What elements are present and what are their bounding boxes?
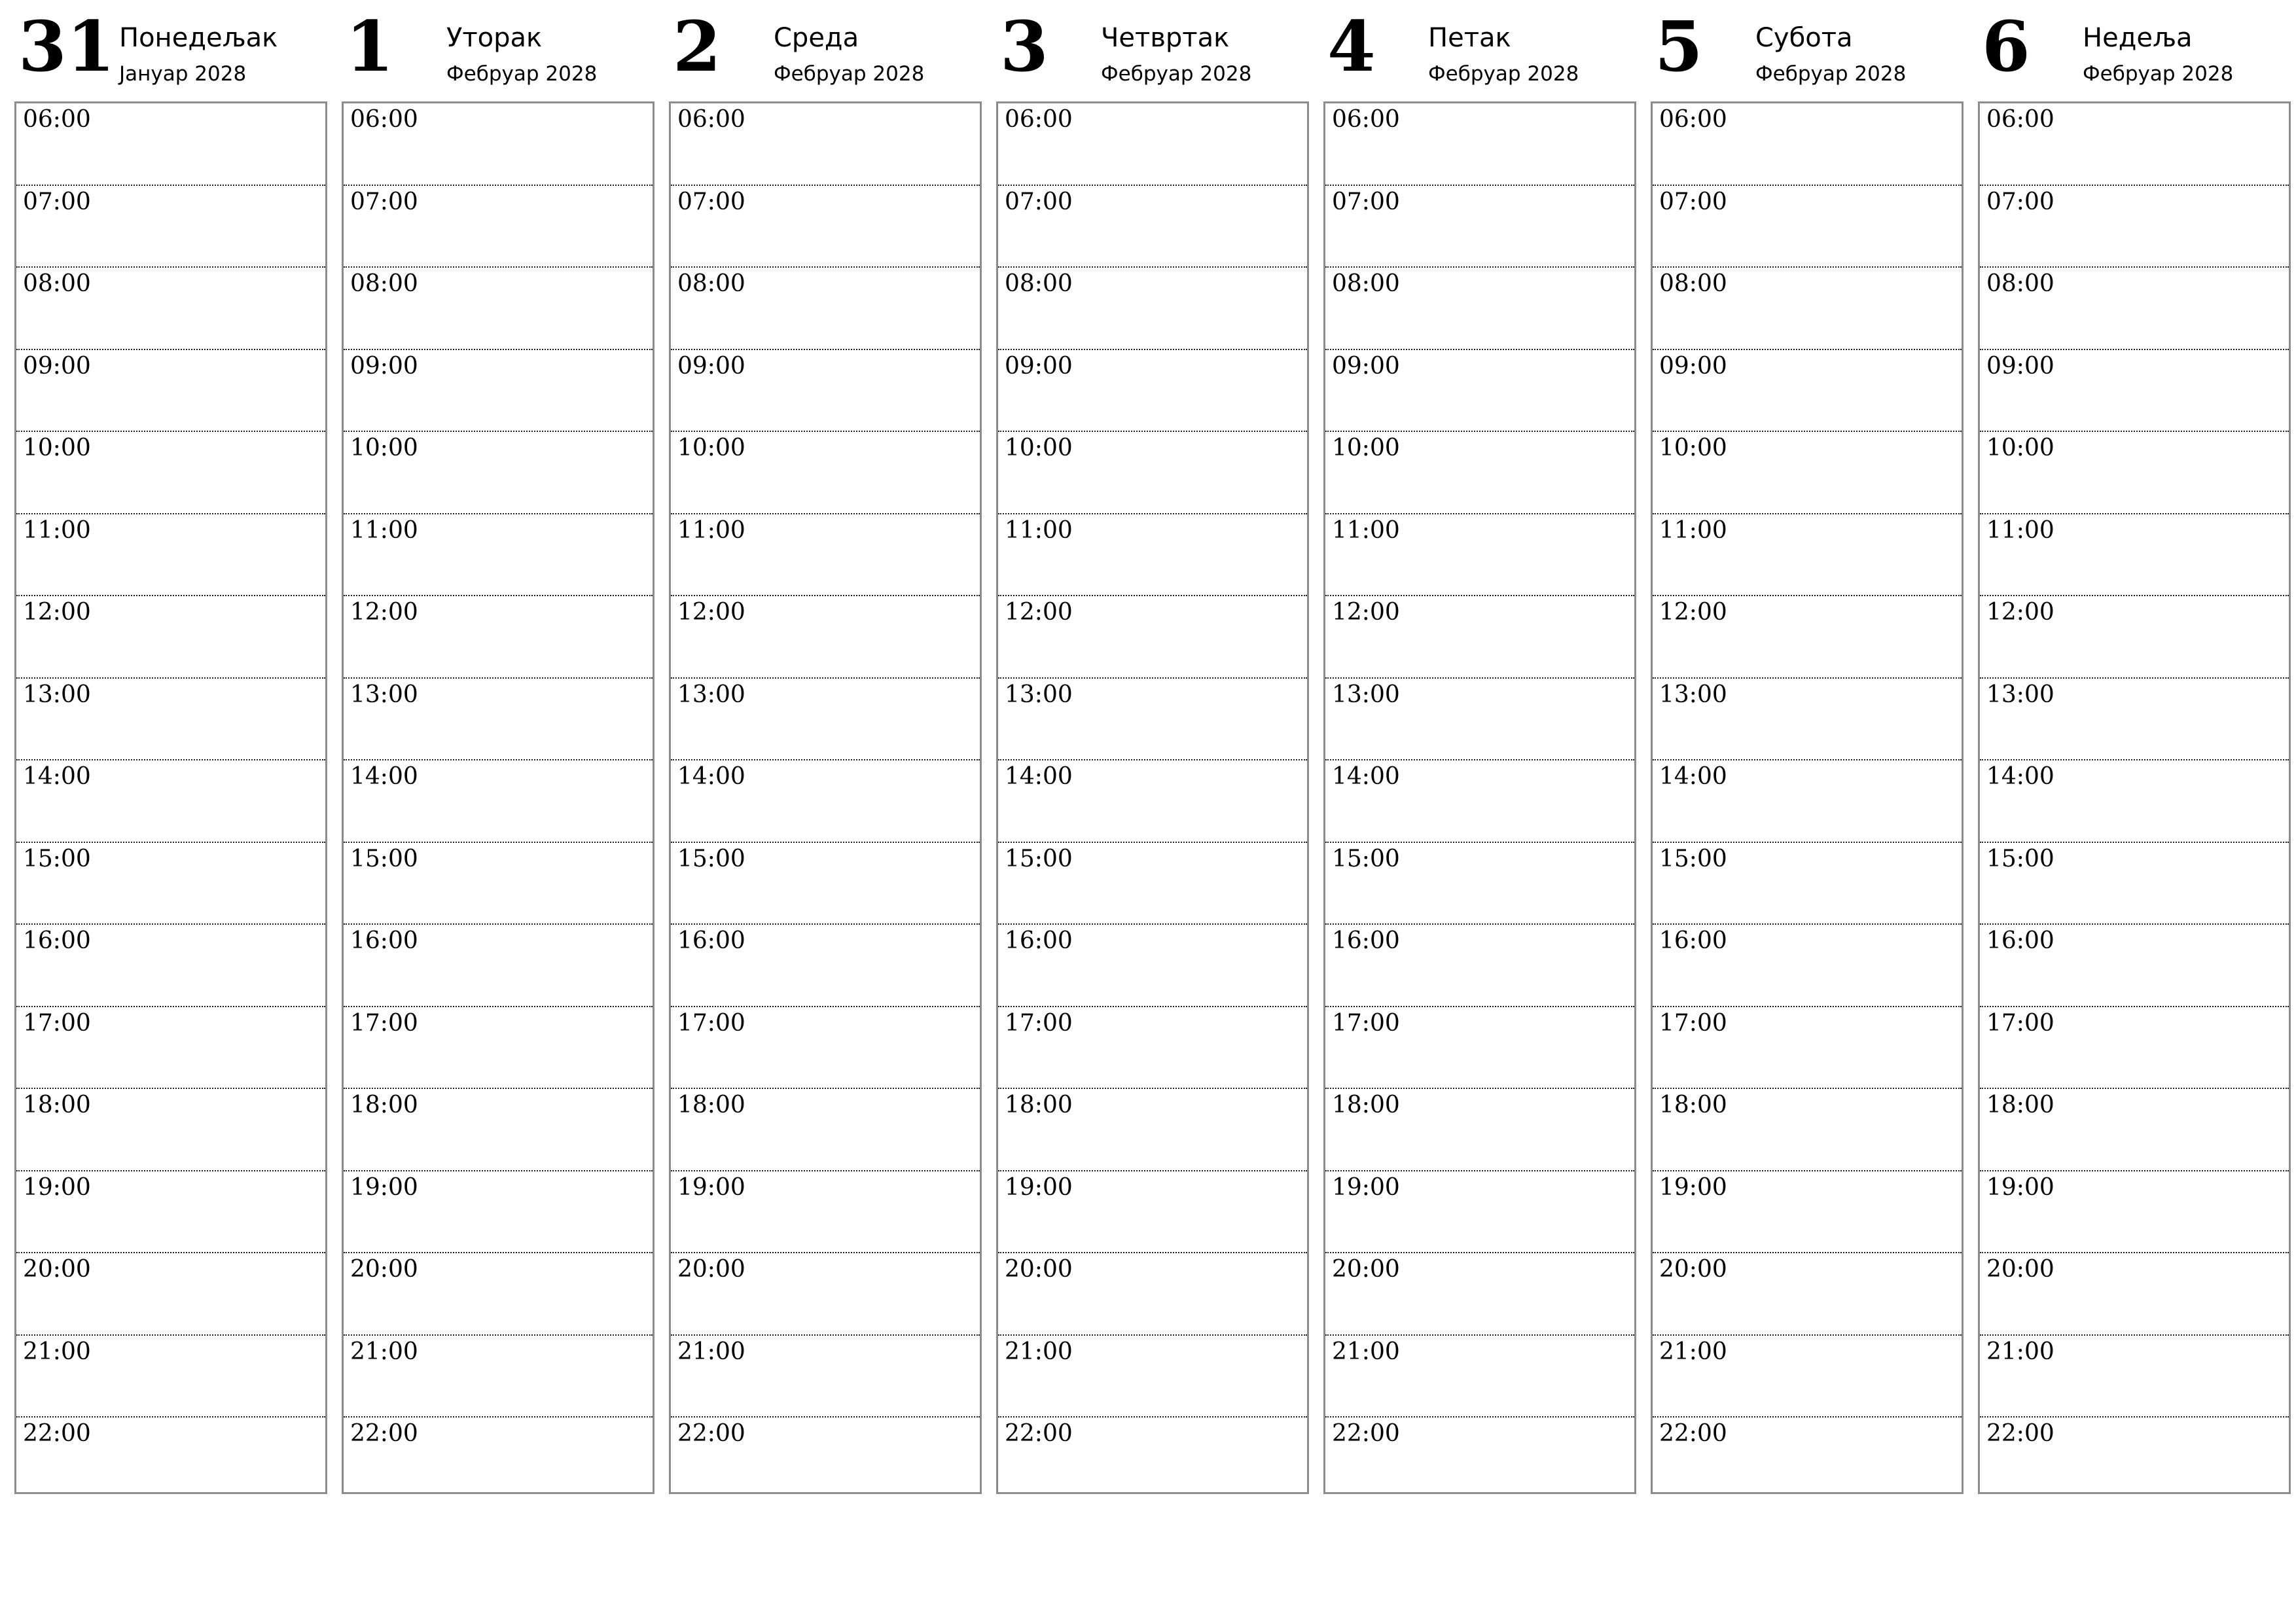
time-slot bbox=[1325, 1253, 1634, 1336]
time-slot bbox=[1325, 350, 1634, 433]
time-label: 19:00 bbox=[1986, 1173, 2054, 1201]
time-label: 13:00 bbox=[350, 681, 418, 708]
weekly-planner bbox=[14, 0, 2292, 1505]
time-slot bbox=[671, 103, 980, 186]
time-label: 10:00 bbox=[1986, 435, 2054, 461]
time-slot bbox=[998, 350, 1307, 433]
time-label: 22:00 bbox=[1986, 1420, 2054, 1447]
day-schedule-box bbox=[1323, 101, 1636, 1494]
time-label: 20:00 bbox=[1005, 1256, 1073, 1283]
time-label: 21:00 bbox=[23, 1338, 91, 1365]
time-label: 07:00 bbox=[23, 188, 91, 215]
time-label: 20:00 bbox=[1332, 1256, 1400, 1283]
time-label: 16:00 bbox=[1332, 927, 1400, 954]
day-schedule-box bbox=[1651, 101, 1964, 1494]
time-slot bbox=[671, 186, 980, 268]
time-label: 06:00 bbox=[1659, 106, 1727, 133]
time-slot bbox=[344, 1007, 653, 1090]
month-year: Фебруар 2028 bbox=[1428, 62, 1579, 86]
time-slot bbox=[16, 1418, 325, 1492]
time-label: 15:00 bbox=[1005, 845, 1073, 872]
time-slot bbox=[1653, 1007, 1962, 1090]
time-label: 10:00 bbox=[677, 435, 745, 461]
time-label: 15:00 bbox=[23, 845, 91, 872]
time-slot bbox=[1653, 760, 1962, 843]
time-label: 16:00 bbox=[1005, 927, 1073, 954]
time-slot bbox=[671, 350, 980, 433]
time-label: 09:00 bbox=[1005, 352, 1073, 380]
time-slot bbox=[1980, 514, 2289, 597]
time-slot bbox=[16, 103, 325, 186]
time-slot bbox=[1653, 1336, 1962, 1418]
time-label: 11:00 bbox=[677, 516, 745, 544]
time-slot bbox=[1653, 350, 1962, 433]
time-label: 17:00 bbox=[23, 1009, 91, 1037]
day-header bbox=[342, 0, 655, 101]
day-schedule-box bbox=[342, 101, 655, 1494]
time-label: 09:00 bbox=[1986, 352, 2054, 380]
day-header bbox=[1651, 0, 1964, 101]
day-number: 5 bbox=[1655, 5, 1703, 87]
time-label: 11:00 bbox=[1986, 516, 2054, 544]
time-label: 14:00 bbox=[350, 763, 418, 790]
time-label: 18:00 bbox=[23, 1092, 91, 1118]
time-label: 14:00 bbox=[1005, 763, 1073, 790]
time-label: 07:00 bbox=[1986, 188, 2054, 215]
time-label: 19:00 bbox=[1332, 1173, 1400, 1201]
time-label: 21:00 bbox=[350, 1338, 418, 1365]
time-slot bbox=[1653, 1171, 1962, 1254]
day-column bbox=[342, 0, 655, 1505]
time-slot bbox=[16, 186, 325, 268]
day-schedule-box bbox=[1978, 101, 2291, 1494]
day-header bbox=[669, 0, 982, 101]
time-label: 12:00 bbox=[1659, 599, 1727, 626]
time-label: 17:00 bbox=[677, 1009, 745, 1037]
time-label: 12:00 bbox=[1986, 599, 2054, 626]
time-slot bbox=[998, 432, 1307, 514]
time-slot bbox=[671, 760, 980, 843]
weekday-name: Уторак bbox=[446, 23, 543, 53]
time-slot bbox=[344, 186, 653, 268]
time-slot bbox=[16, 679, 325, 761]
time-slot bbox=[671, 925, 980, 1007]
time-label: 16:00 bbox=[677, 927, 745, 954]
time-slot bbox=[671, 1089, 980, 1171]
time-label: 13:00 bbox=[1005, 681, 1073, 708]
time-slot bbox=[671, 1336, 980, 1418]
time-label: 20:00 bbox=[1659, 1256, 1727, 1283]
time-label: 12:00 bbox=[23, 599, 91, 626]
time-slot bbox=[344, 925, 653, 1007]
time-label: 20:00 bbox=[350, 1256, 418, 1283]
month-year: Јануар 2028 bbox=[119, 62, 247, 86]
time-slot bbox=[1653, 596, 1962, 679]
time-label: 21:00 bbox=[1005, 1338, 1073, 1365]
time-slot bbox=[1980, 925, 2289, 1007]
time-slot bbox=[1980, 679, 2289, 761]
time-label: 08:00 bbox=[1332, 270, 1400, 297]
time-slot bbox=[998, 1418, 1307, 1492]
time-label: 12:00 bbox=[1332, 599, 1400, 626]
time-label: 17:00 bbox=[1659, 1009, 1727, 1037]
time-slot bbox=[998, 186, 1307, 268]
weekday-name: Среда bbox=[774, 23, 859, 53]
time-label: 09:00 bbox=[1332, 352, 1400, 380]
time-label: 21:00 bbox=[677, 1338, 745, 1365]
day-column bbox=[1978, 0, 2291, 1505]
time-label: 16:00 bbox=[1986, 927, 2054, 954]
time-label: 19:00 bbox=[677, 1173, 745, 1201]
time-slot bbox=[1980, 760, 2289, 843]
time-label: 17:00 bbox=[1986, 1009, 2054, 1037]
time-label: 11:00 bbox=[1005, 516, 1073, 544]
time-label: 10:00 bbox=[1659, 435, 1727, 461]
time-label: 18:00 bbox=[1659, 1092, 1727, 1118]
time-label: 13:00 bbox=[1659, 681, 1727, 708]
day-column bbox=[996, 0, 1309, 1505]
time-slot bbox=[998, 760, 1307, 843]
time-slot bbox=[344, 268, 653, 350]
time-slot bbox=[16, 514, 325, 597]
time-label: 11:00 bbox=[1332, 516, 1400, 544]
time-slot bbox=[344, 1171, 653, 1254]
time-slot bbox=[16, 596, 325, 679]
time-label: 06:00 bbox=[677, 106, 745, 133]
time-slot bbox=[671, 268, 980, 350]
time-label: 21:00 bbox=[1332, 1338, 1400, 1365]
time-label: 18:00 bbox=[350, 1092, 418, 1118]
time-label: 14:00 bbox=[23, 763, 91, 790]
weekday-name: Четвртак bbox=[1101, 23, 1230, 53]
time-slot bbox=[1653, 514, 1962, 597]
time-slot bbox=[1980, 103, 2289, 186]
time-slot bbox=[1653, 1253, 1962, 1336]
time-label: 08:00 bbox=[677, 270, 745, 297]
time-slot bbox=[344, 350, 653, 433]
time-label: 16:00 bbox=[350, 927, 418, 954]
time-slot bbox=[1325, 432, 1634, 514]
time-label: 08:00 bbox=[1986, 270, 2054, 297]
time-label: 20:00 bbox=[1986, 1256, 2054, 1283]
day-number: 3 bbox=[1000, 5, 1049, 87]
time-label: 22:00 bbox=[350, 1420, 418, 1447]
time-slot bbox=[1325, 925, 1634, 1007]
time-label: 18:00 bbox=[677, 1092, 745, 1118]
time-slot bbox=[1325, 760, 1634, 843]
time-slot bbox=[1980, 1007, 2289, 1090]
time-slot bbox=[671, 1171, 980, 1254]
time-slot bbox=[1325, 843, 1634, 925]
time-slot bbox=[16, 1253, 325, 1336]
day-number: 6 bbox=[1982, 5, 2030, 87]
time-label: 09:00 bbox=[23, 352, 91, 380]
time-label: 15:00 bbox=[677, 845, 745, 872]
time-label: 15:00 bbox=[350, 845, 418, 872]
time-slot bbox=[1980, 186, 2289, 268]
time-slot bbox=[671, 843, 980, 925]
time-label: 06:00 bbox=[1986, 106, 2054, 133]
time-label: 21:00 bbox=[1659, 1338, 1727, 1365]
time-slot bbox=[1653, 843, 1962, 925]
time-label: 20:00 bbox=[23, 1256, 91, 1283]
time-label: 14:00 bbox=[1332, 763, 1400, 790]
time-label: 16:00 bbox=[1659, 927, 1727, 954]
time-slot bbox=[344, 760, 653, 843]
time-slot bbox=[998, 1171, 1307, 1254]
time-label: 17:00 bbox=[1332, 1009, 1400, 1037]
time-slot bbox=[998, 1007, 1307, 1090]
time-slot bbox=[16, 1336, 325, 1418]
time-label: 22:00 bbox=[1005, 1420, 1073, 1447]
time-slot bbox=[16, 760, 325, 843]
day-number: 1 bbox=[346, 5, 394, 87]
time-label: 14:00 bbox=[1986, 763, 2054, 790]
time-slot bbox=[16, 1171, 325, 1254]
month-year: Фебруар 2028 bbox=[1101, 62, 1252, 86]
time-label: 17:00 bbox=[350, 1009, 418, 1037]
time-slot bbox=[1325, 514, 1634, 597]
time-slot bbox=[1980, 1089, 2289, 1171]
time-slot bbox=[998, 514, 1307, 597]
day-header bbox=[14, 0, 327, 101]
day-number: 2 bbox=[673, 5, 721, 87]
time-label: 09:00 bbox=[677, 352, 745, 380]
time-slot bbox=[1325, 679, 1634, 761]
weekday-name: Петак bbox=[1428, 23, 1511, 53]
time-slot bbox=[1653, 103, 1962, 186]
time-label: 17:00 bbox=[1005, 1009, 1073, 1037]
time-label: 22:00 bbox=[1332, 1420, 1400, 1447]
time-label: 19:00 bbox=[1005, 1173, 1073, 1201]
time-slot bbox=[16, 350, 325, 433]
time-label: 11:00 bbox=[23, 516, 91, 544]
time-slot bbox=[998, 1089, 1307, 1171]
time-slot bbox=[671, 1418, 980, 1492]
time-slot bbox=[344, 1089, 653, 1171]
time-slot bbox=[998, 843, 1307, 925]
time-label: 22:00 bbox=[677, 1420, 745, 1447]
day-schedule-box bbox=[669, 101, 982, 1494]
month-year: Фебруар 2028 bbox=[2083, 62, 2234, 86]
time-label: 21:00 bbox=[1986, 1338, 2054, 1365]
time-slot bbox=[1980, 1253, 2289, 1336]
time-slot bbox=[1653, 925, 1962, 1007]
time-slot bbox=[1653, 268, 1962, 350]
day-header bbox=[996, 0, 1309, 101]
time-slot bbox=[998, 679, 1307, 761]
time-slot bbox=[1325, 596, 1634, 679]
time-slot bbox=[1653, 1418, 1962, 1492]
time-slot bbox=[1980, 268, 2289, 350]
time-slot bbox=[1653, 186, 1962, 268]
time-label: 09:00 bbox=[350, 352, 418, 380]
time-label: 08:00 bbox=[1005, 270, 1073, 297]
day-column bbox=[1323, 0, 1636, 1505]
time-label: 11:00 bbox=[350, 516, 418, 544]
time-slot bbox=[1980, 350, 2289, 433]
time-slot bbox=[1325, 186, 1634, 268]
time-label: 08:00 bbox=[1659, 270, 1727, 297]
time-slot bbox=[1980, 843, 2289, 925]
time-label: 10:00 bbox=[350, 435, 418, 461]
time-label: 16:00 bbox=[23, 927, 91, 954]
time-label: 18:00 bbox=[1332, 1092, 1400, 1118]
time-label: 14:00 bbox=[677, 763, 745, 790]
day-column bbox=[1651, 0, 1964, 1505]
time-slot bbox=[671, 432, 980, 514]
weekday-name: Понедељак bbox=[119, 23, 278, 53]
time-label: 07:00 bbox=[677, 188, 745, 215]
time-slot bbox=[16, 925, 325, 1007]
time-label: 15:00 bbox=[1659, 845, 1727, 872]
time-label: 14:00 bbox=[1659, 763, 1727, 790]
time-label: 06:00 bbox=[350, 106, 418, 133]
day-schedule-box bbox=[996, 101, 1309, 1494]
time-slot bbox=[1980, 1418, 2289, 1492]
time-label: 13:00 bbox=[1986, 681, 2054, 708]
time-label: 08:00 bbox=[23, 270, 91, 297]
time-slot bbox=[998, 103, 1307, 186]
time-label: 20:00 bbox=[677, 1256, 745, 1283]
time-label: 13:00 bbox=[1332, 681, 1400, 708]
time-slot bbox=[1325, 1336, 1634, 1418]
time-slot bbox=[344, 679, 653, 761]
day-header bbox=[1978, 0, 2291, 101]
time-slot bbox=[671, 596, 980, 679]
time-label: 08:00 bbox=[350, 270, 418, 297]
time-slot bbox=[998, 268, 1307, 350]
time-label: 07:00 bbox=[1659, 188, 1727, 215]
time-slot bbox=[16, 432, 325, 514]
time-label: 12:00 bbox=[350, 599, 418, 626]
time-label: 13:00 bbox=[23, 681, 91, 708]
day-number: 4 bbox=[1327, 5, 1376, 87]
time-label: 06:00 bbox=[1332, 106, 1400, 133]
time-label: 12:00 bbox=[677, 599, 745, 626]
time-slot bbox=[344, 843, 653, 925]
time-label: 12:00 bbox=[1005, 599, 1073, 626]
time-label: 18:00 bbox=[1986, 1092, 2054, 1118]
time-label: 06:00 bbox=[1005, 106, 1073, 133]
day-schedule-box bbox=[14, 101, 327, 1494]
time-label: 19:00 bbox=[350, 1173, 418, 1201]
month-year: Фебруар 2028 bbox=[774, 62, 925, 86]
time-slot bbox=[998, 1336, 1307, 1418]
time-label: 09:00 bbox=[1659, 352, 1727, 380]
time-slot bbox=[671, 1007, 980, 1090]
time-label: 22:00 bbox=[1659, 1420, 1727, 1447]
time-label: 10:00 bbox=[23, 435, 91, 461]
day-column bbox=[669, 0, 982, 1505]
time-label: 07:00 bbox=[1005, 188, 1073, 215]
time-slot bbox=[671, 514, 980, 597]
time-slot bbox=[16, 268, 325, 350]
time-slot bbox=[1980, 1336, 2289, 1418]
time-slot bbox=[1325, 268, 1634, 350]
time-label: 10:00 bbox=[1332, 435, 1400, 461]
time-label: 07:00 bbox=[1332, 188, 1400, 215]
time-slot bbox=[344, 596, 653, 679]
time-label: 10:00 bbox=[1005, 435, 1073, 461]
time-label: 15:00 bbox=[1332, 845, 1400, 872]
time-slot bbox=[1325, 103, 1634, 186]
month-year: Фебруар 2028 bbox=[446, 62, 598, 86]
time-slot bbox=[1325, 1171, 1634, 1254]
time-label: 22:00 bbox=[23, 1420, 91, 1447]
time-slot bbox=[671, 1253, 980, 1336]
time-slot bbox=[344, 103, 653, 186]
day-number: 31 bbox=[18, 5, 115, 87]
day-column bbox=[14, 0, 327, 1505]
time-slot bbox=[344, 1336, 653, 1418]
time-slot bbox=[998, 1253, 1307, 1336]
time-slot bbox=[16, 843, 325, 925]
time-slot bbox=[671, 679, 980, 761]
time-label: 07:00 bbox=[350, 188, 418, 215]
time-slot bbox=[1980, 596, 2289, 679]
time-slot bbox=[1653, 1089, 1962, 1171]
month-year: Фебруар 2028 bbox=[1755, 62, 1907, 86]
time-slot bbox=[344, 514, 653, 597]
time-slot bbox=[1325, 1007, 1634, 1090]
time-slot bbox=[1980, 432, 2289, 514]
time-label: 15:00 bbox=[1986, 845, 2054, 872]
time-label: 11:00 bbox=[1659, 516, 1727, 544]
weekday-name: Субота bbox=[1755, 23, 1853, 53]
time-slot bbox=[1653, 679, 1962, 761]
time-slot bbox=[1653, 432, 1962, 514]
time-label: 18:00 bbox=[1005, 1092, 1073, 1118]
time-slot bbox=[998, 925, 1307, 1007]
time-label: 13:00 bbox=[677, 681, 745, 708]
time-slot bbox=[344, 432, 653, 514]
time-slot bbox=[998, 596, 1307, 679]
time-slot bbox=[344, 1253, 653, 1336]
time-label: 19:00 bbox=[23, 1173, 91, 1201]
time-slot bbox=[16, 1007, 325, 1090]
day-header bbox=[1323, 0, 1636, 101]
time-slot bbox=[344, 1418, 653, 1492]
time-label: 19:00 bbox=[1659, 1173, 1727, 1201]
time-slot bbox=[1980, 1171, 2289, 1254]
time-slot bbox=[1325, 1089, 1634, 1171]
time-label: 06:00 bbox=[23, 106, 91, 133]
time-slot bbox=[1325, 1418, 1634, 1492]
weekday-name: Недеља bbox=[2083, 23, 2193, 53]
time-slot bbox=[16, 1089, 325, 1171]
